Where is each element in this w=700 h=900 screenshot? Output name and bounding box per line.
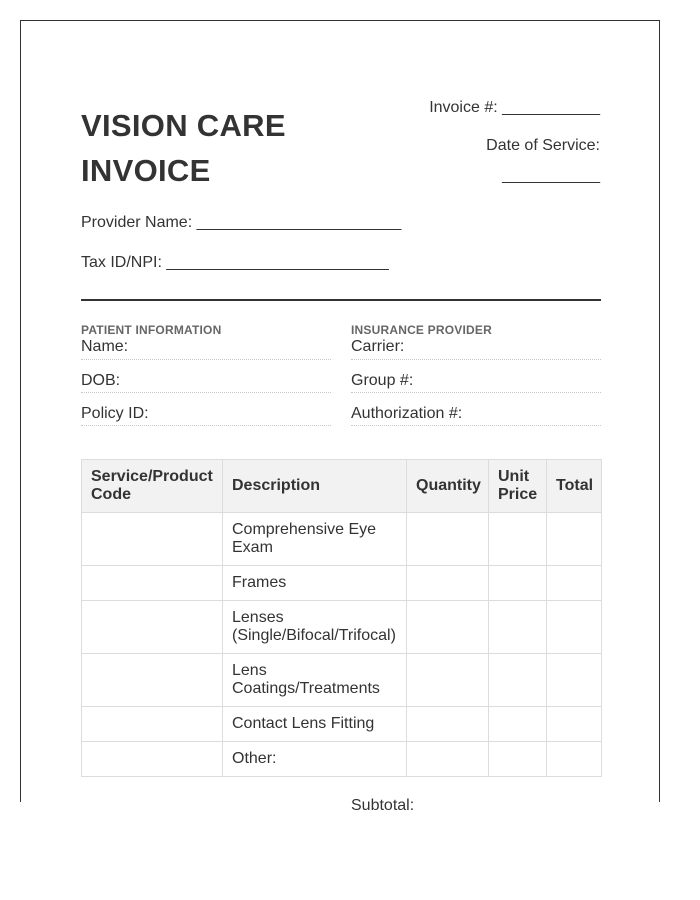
invoice-page [20,20,660,814]
code-cell[interactable] [82,601,223,654]
total-cell[interactable] [547,742,602,777]
unit-price-cell[interactable] [489,654,547,707]
header-divider [81,299,601,301]
table-row [82,601,602,654]
description-cell: Frames [223,566,407,601]
quantity-cell[interactable] [407,707,489,742]
code-cell[interactable] [82,742,223,777]
title-line-2: INVOICE [81,153,211,188]
table-row [82,566,602,601]
unit-price-cell[interactable] [489,742,547,777]
column-header-total: Total [547,460,602,513]
tax-id-npi-field[interactable]: Tax ID/NPI: _________________________ [81,254,389,271]
table-header-row [82,460,602,513]
insurance-group-field[interactable]: Group #: [351,361,601,393]
services-table [81,459,602,777]
invoice-title [81,103,286,193]
code-cell[interactable] [82,707,223,742]
patient-name-field[interactable]: Name: [81,337,331,360]
table-row [82,513,602,566]
column-header-description: Description [223,460,407,513]
total-cell[interactable] [547,601,602,654]
quantity-cell[interactable] [407,566,489,601]
unit-price-cell[interactable] [489,601,547,654]
total-cell[interactable] [547,513,602,566]
title-line-1: VISION CARE [81,108,286,143]
description-cell: Comprehensive Eye Exam [223,513,407,566]
subtotal-label: Subtotal: [351,797,415,814]
patient-policy-id-field[interactable]: Policy ID: [81,394,331,426]
code-cell[interactable] [82,566,223,601]
unit-price-cell[interactable] [489,566,547,601]
quantity-cell[interactable] [407,513,489,566]
quantity-cell[interactable] [407,601,489,654]
patient-information-heading: PATIENT INFORMATION [81,323,222,337]
column-header-unit-price: Unit Price [489,460,547,513]
code-cell[interactable] [82,654,223,707]
insurance-provider-section [351,323,601,426]
description-cell: Other: [223,742,407,777]
column-header-quantity: Quantity [407,460,489,513]
code-cell[interactable] [82,513,223,566]
description-cell: Contact Lens Fitting [223,707,407,742]
column-header-code: Service/Product Code [82,460,223,513]
table-row [82,654,602,707]
table-row [82,742,602,777]
insurance-provider-heading: INSURANCE PROVIDER [351,323,492,337]
description-cell: Lenses (Single/Bifocal/Trifocal) [223,601,407,654]
quantity-cell[interactable] [407,654,489,707]
unit-price-cell[interactable] [489,707,547,742]
insurance-carrier-field[interactable]: Carrier: [351,337,601,360]
table-row [82,707,602,742]
total-cell[interactable] [547,654,602,707]
invoice-number-field[interactable]: Invoice #: ___________ [429,99,600,116]
quantity-cell[interactable] [407,742,489,777]
patient-dob-field[interactable]: DOB: [81,361,331,393]
patient-information-section [81,323,331,426]
date-of-service-label: Date of Service: [486,137,600,154]
unit-price-cell[interactable] [489,513,547,566]
date-of-service-field[interactable]: ___________ [502,167,600,184]
insurance-authorization-field[interactable]: Authorization #: [351,394,601,426]
total-cell[interactable] [547,566,602,601]
provider-name-field[interactable]: Provider Name: _______________________ [81,214,402,231]
description-cell: Lens Coatings/Treatments [223,654,407,707]
total-cell[interactable] [547,707,602,742]
invoice-meta [429,99,600,185]
services-table-wrapper [81,459,601,777]
